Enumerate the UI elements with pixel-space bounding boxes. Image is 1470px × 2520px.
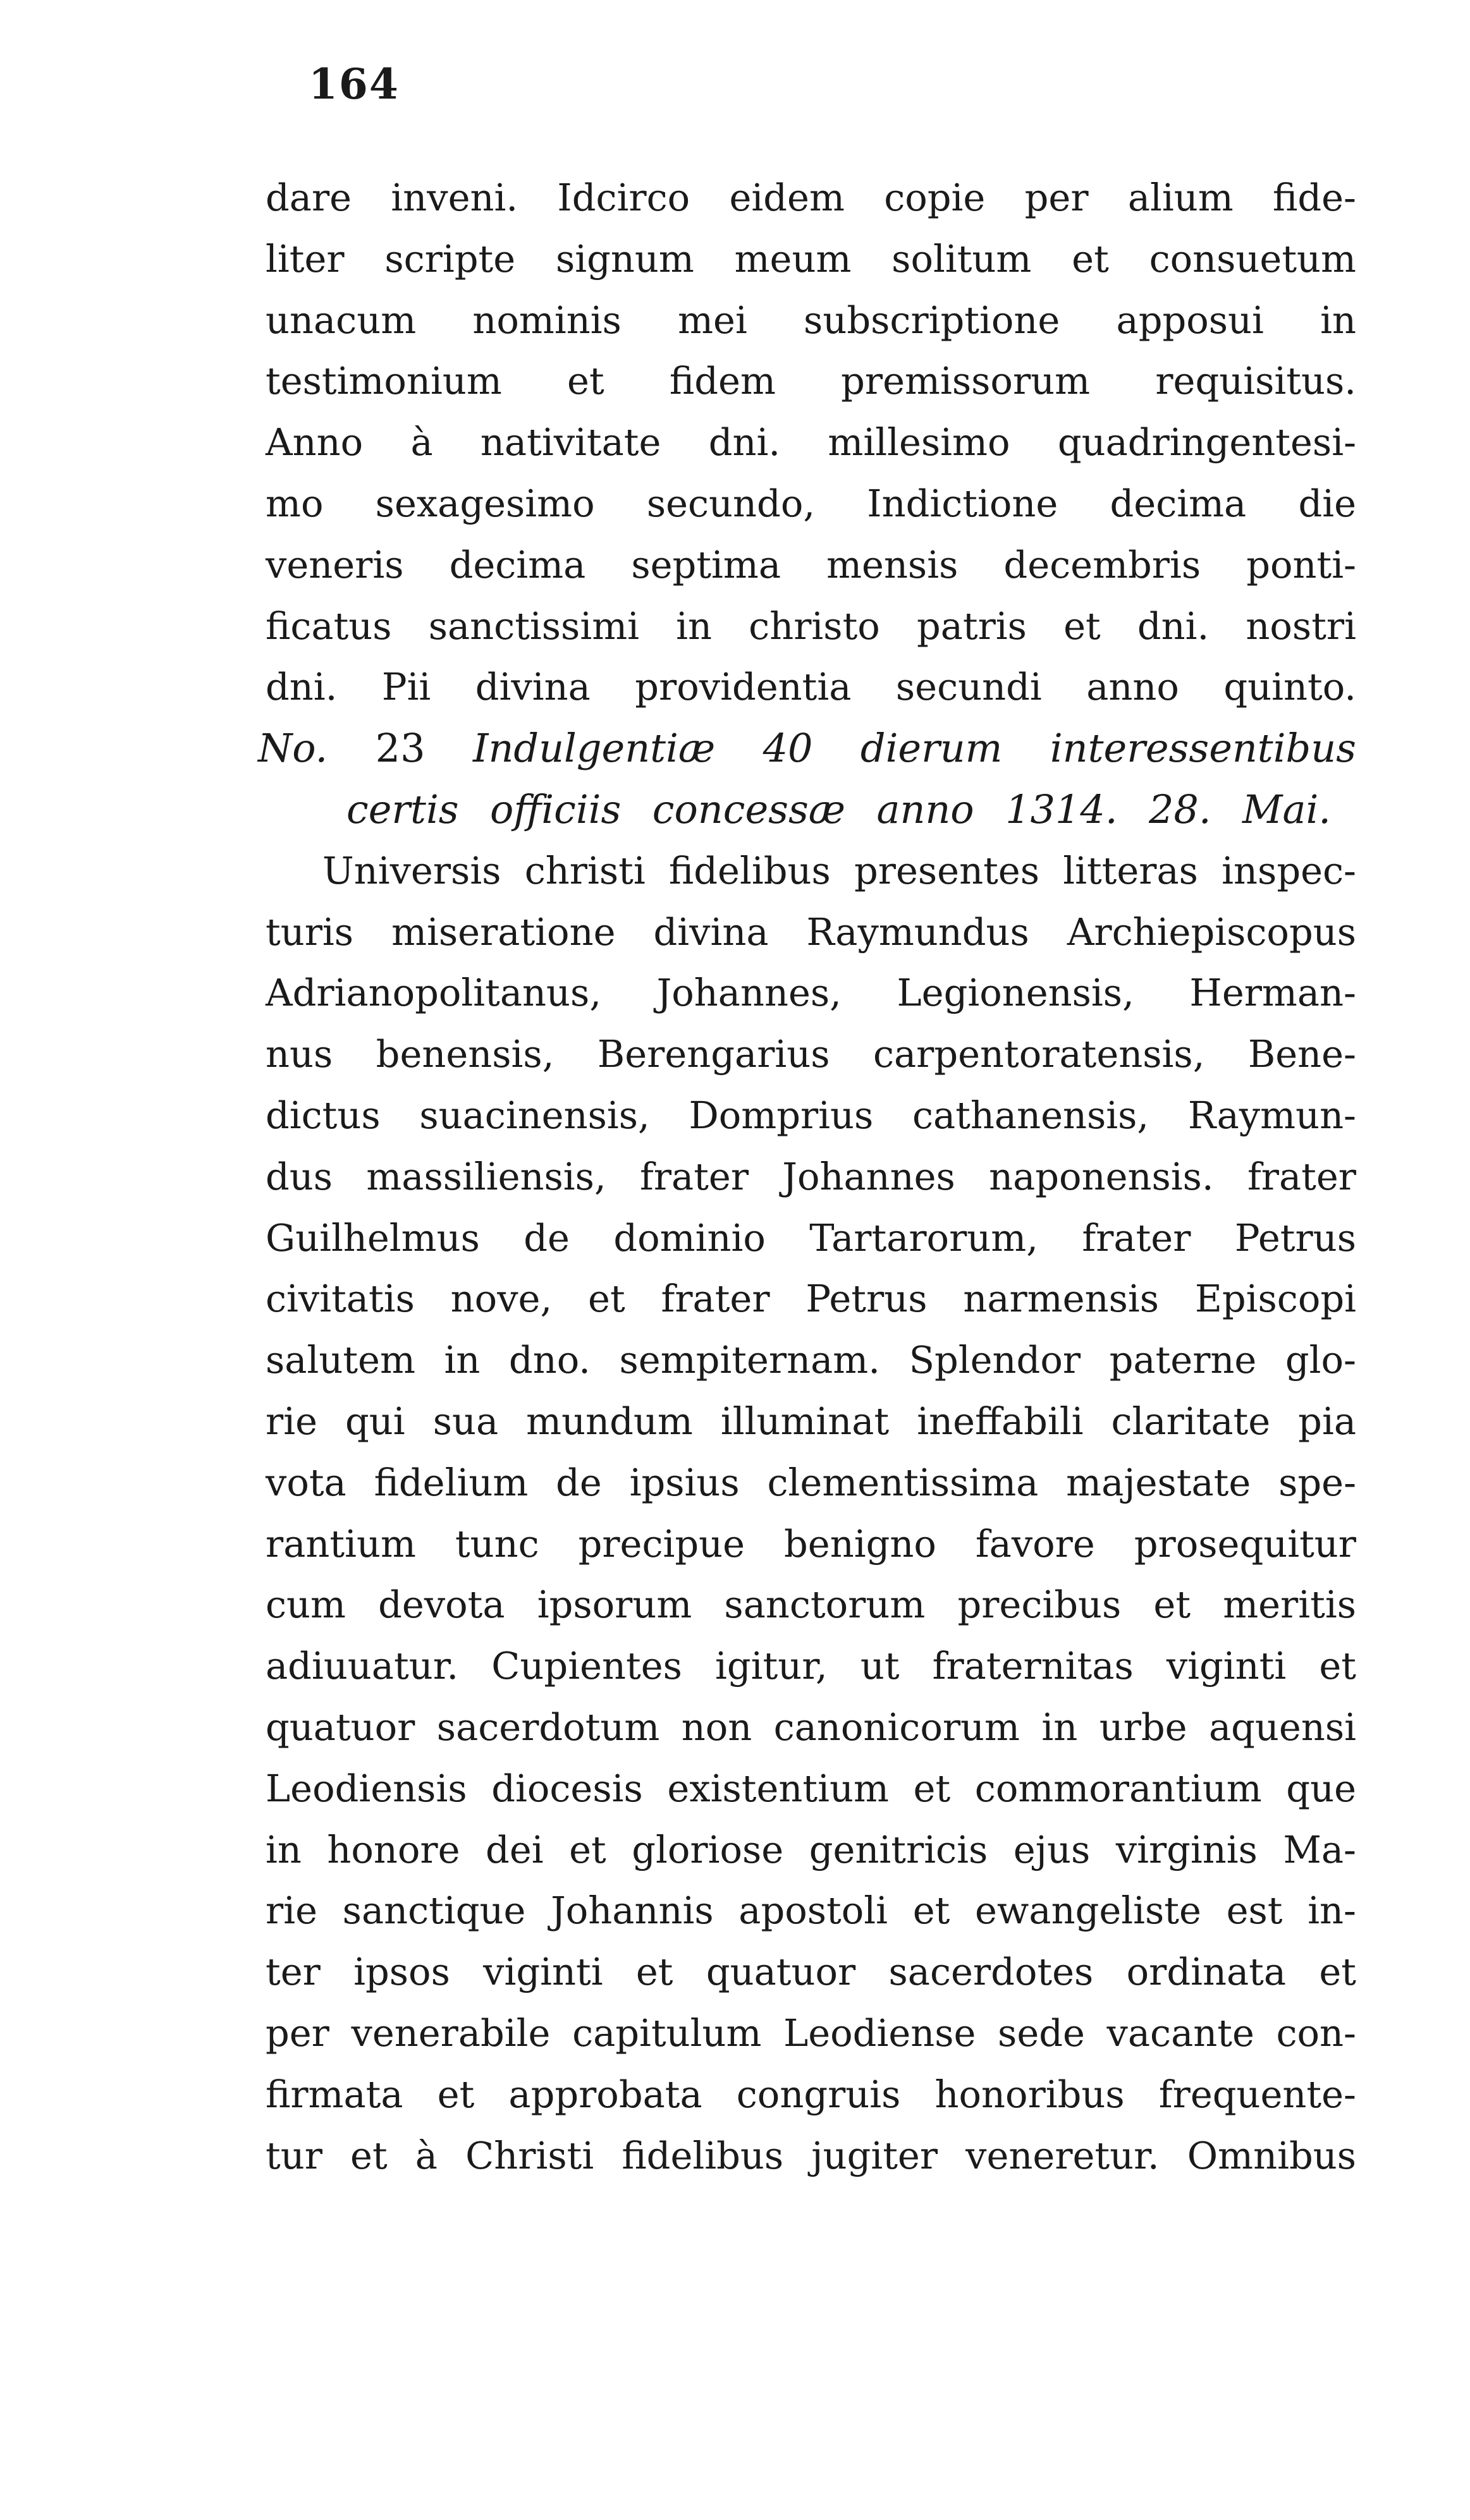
heading-line-2: certis officiis concessæ anno 1314. 28. Mai. xyxy=(346,786,1331,832)
text-line: Adrianopolitanus, Johannes, Legionensis, Herman- xyxy=(266,971,1356,1015)
heading-title: Indulgentiæ 40 dierum interessentibus xyxy=(472,725,1356,772)
text-line: dare inveni. Idcirco eidem copie per alium fide- xyxy=(266,176,1356,219)
text-line: Guilhelmus de dominio Tartarorum, frater Petrus xyxy=(266,1215,1356,1260)
text-line: mo sexagesimo secundo, Indictione decima die xyxy=(266,481,1356,525)
text-line: Universis christi fidelibus presentes litteras inspec- xyxy=(322,848,1356,892)
text-line: nus benensis, Berengarius carpentoratensis, Bene- xyxy=(266,1032,1356,1076)
text-block xyxy=(258,167,1356,2186)
text-line: in honore dei et gloriose genitricis ejus virginis Ma- xyxy=(266,1827,1356,1872)
text-line: civitatis nove, et frater Petrus narmensis Episcopi xyxy=(266,1277,1356,1321)
text-line: rie qui sua mundum illuminat ineffabili claritate pia xyxy=(266,1399,1356,1443)
text-line: ter ipsos viginti et quatuor sacerdotes ordinata et xyxy=(266,1950,1356,1994)
text-line: tur et à Christi fidelibus jugiter veneretur. Omnibus xyxy=(266,2133,1356,2177)
text-line: unacum nominis mei subscriptione apposui in xyxy=(266,298,1356,342)
heading-number: 23 xyxy=(375,725,426,772)
text-line: turis miseratione divina Raymundus Archiepiscopus xyxy=(266,910,1356,954)
text-line: liter scripte signum meum solitum et consuetum xyxy=(266,236,1356,281)
paragraph-continuation xyxy=(266,167,1356,718)
paragraph-document xyxy=(266,841,1356,2187)
text-line: adiuuatur. Cupientes igitur, ut fraternitas viginti et xyxy=(266,1644,1356,1688)
heading-line-1 xyxy=(258,718,1356,779)
text-line: cum devota ipsorum sanctorum precibus et meritis xyxy=(266,1583,1356,1627)
text-line: testimonium et fidem premissorum requisitus. xyxy=(266,359,1356,403)
text-line: Leodiensis diocesis existentium et commorantium que xyxy=(266,1766,1356,1810)
text-line: firmata et approbata congruis honoribus frequente- xyxy=(266,2072,1356,2116)
text-line: veneris decima septima mensis decembris ponti- xyxy=(266,542,1356,587)
heading-number-label: No. xyxy=(258,725,328,772)
page-number: 164 xyxy=(309,59,400,109)
text-line: Anno à nativitate dni. millesimo quadringentesi- xyxy=(266,420,1356,465)
text-line: per venerabile capitulum Leodiense sede vacante con- xyxy=(266,2011,1356,2055)
text-line: dni. Pii divina providentia secundi anno quinto. xyxy=(266,665,1356,709)
text-line: salutem in dno. sempiternam. Splendor paterne glo- xyxy=(266,1338,1356,1382)
text-line: rie sanctique Johannis apostoli et ewangeliste est in- xyxy=(266,1889,1356,1933)
text-line: dus massiliensis, frater Johannes naponensis. frater xyxy=(266,1154,1356,1198)
document-heading xyxy=(258,718,1356,841)
text-line: quatuor sacerdotum non canonicorum in urbe aquensi xyxy=(266,1705,1356,1749)
text-line: vota fidelium de ipsius clementissima majestate spe- xyxy=(266,1460,1356,1504)
text-line: dictus suacinensis, Domprius cathanensis, Raymun- xyxy=(266,1093,1356,1137)
text-line: rantium tunc precipue benigno favore prosequitur xyxy=(266,1521,1356,1566)
text-line: ficatus sanctissimi in christo patris et dni. nostri xyxy=(266,604,1356,648)
